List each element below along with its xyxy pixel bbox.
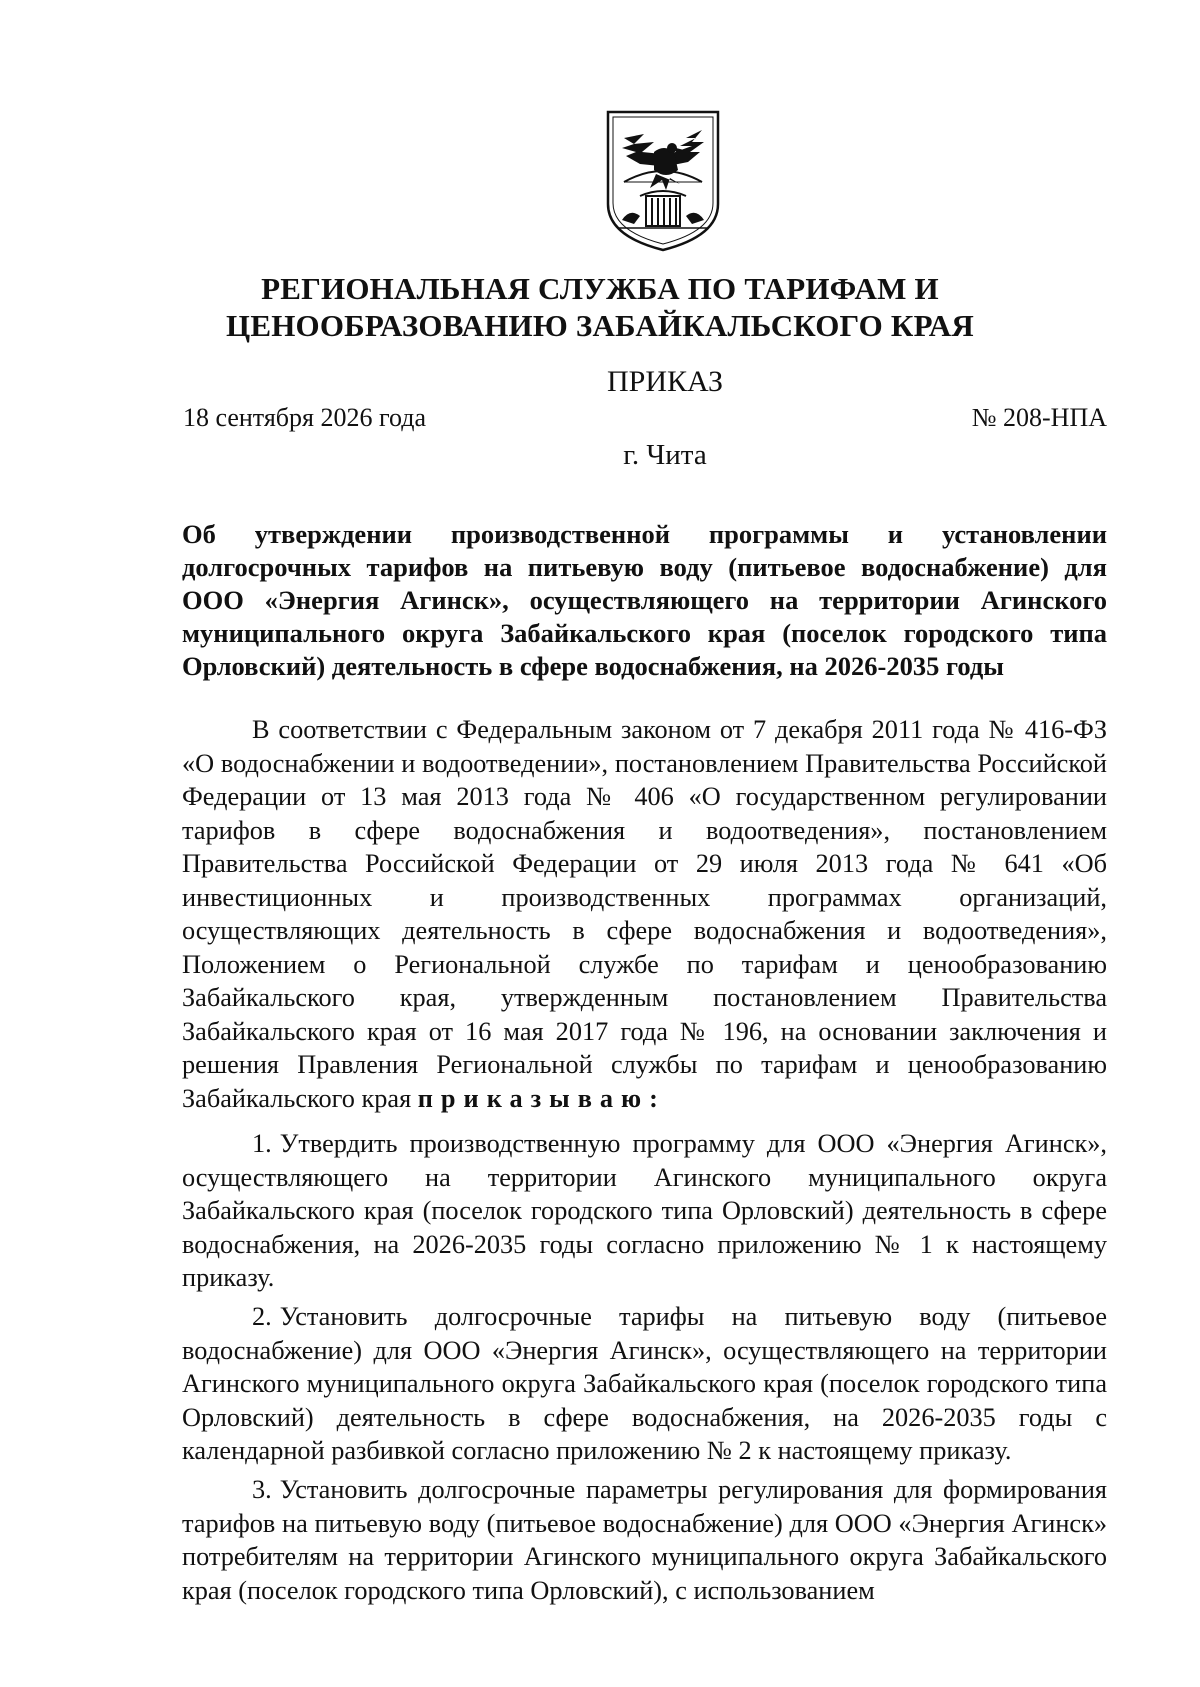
order-item [182,1127,1107,1295]
document-date: 18 сентября 2026 года [183,403,427,432]
order-item-number: 3. [252,1475,272,1504]
order-item-text: Утвердить производственную программу для ООО «Энергия Агинск», осуществляющего на территории Агинского муниципального округа Забайкальского края (поселок городского типа Орловский) деятельность в сфере водоснабжения, на 2026-2035 годы согласно приложению № 1 к настоящему приказу. [182,1129,1107,1292]
order-command: приказываю: [417,1083,666,1113]
coat-of-arms-emblem [604,108,722,254]
order-item-text: Установить долгосрочные параметры регулирования для формирования тарифов на питьевую воду (питьевое водоснабжение) для ООО «Энергия Агинск» потребителям на территории Агинского муниципального округа Забайкальского края (поселок городского типа Орловский), с использованием [182,1475,1107,1605]
order-item [182,1473,1107,1607]
agency-name-line1: РЕГИОНАЛЬНАЯ СЛУЖБА ПО ТАРИФАМ И [261,271,939,306]
document-type-title: ПРИКАЗ [607,365,723,398]
document-subject: Об утверждении производственной программы и установлении долгосрочных тарифов на питьевую воду (питьевое водоснабжение) для ООО «Энергия Агинск», осуществляющего на территории Агинского муниципального округа Забайкальского края (поселок городского типа Орловский) деятельность в сфере водоснабжения, на 2026-2035 годы [182,519,1107,681]
document-number: № 208-НПА [971,403,1107,432]
order-item-number: 2. [252,1302,272,1331]
preamble-text: В соответствии с Федеральным законом от 7 декабря 2011 года № 416-ФЗ «О водоснабжении и водоотведении», постановлением Правительства Российской Федерации от 13 мая 2013 года № 406 «О государственном регулировании тарифов в сфере водоснабжения и водоотведения», постановлением Правительства Российской Федерации от 29 июля 2013 года № 641 «Об инвестиционных и производственных программах организаций, осуществляющих деятельность в сфере водоснабжения и водоотведения», Положением о Региональной службе по тарифам и ценообразованию Забайкальского края, утвержденным постановлением Правительства Забайкальского края от 16 мая 2017 года № 196, на основании заключения и решения Правления Региональной службы по тарифам и ценообразованию Забайкальского края [182,715,1107,1113]
preamble-paragraph [182,713,1107,1115]
order-item-text: Установить долгосрочные тарифы на питьевую воду (питьевое водоснабжение) для ООО «Энергия Агинск», осуществляющего на территории Агинского муниципального округа Забайкальского края (поселок городского типа Орловский) деятельность в сфере водоснабжения, на 2026-2035 годы с календарной разбивкой согласно приложению № 2 к настоящему приказу. [182,1302,1107,1465]
agency-name-line2: ЦЕНООБРАЗОВАНИЮ ЗАБАЙКАЛЬСКОГО КРАЯ [226,308,974,343]
agency-name [150,270,1050,344]
order-item-number: 1. [252,1129,272,1158]
document-city: г. Чита [623,439,707,471]
order-item [182,1300,1107,1468]
